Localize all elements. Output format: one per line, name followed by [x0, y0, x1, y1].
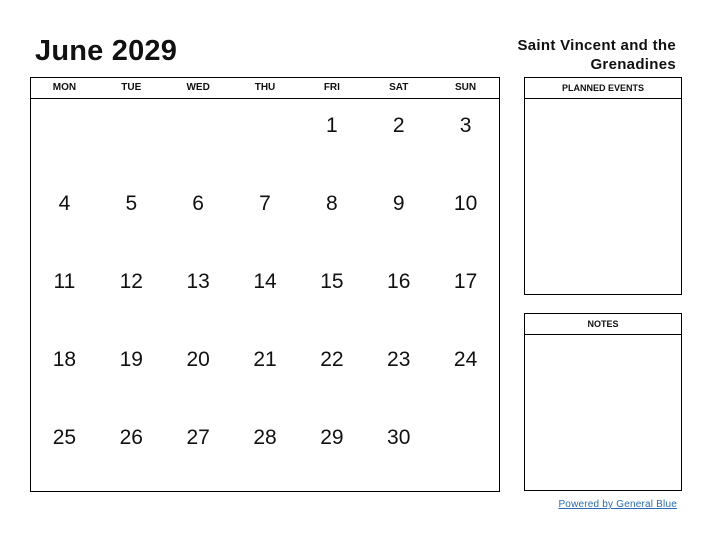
day-cell — [232, 99, 299, 177]
powered-by-link[interactable]: Powered by General Blue — [558, 499, 677, 510]
weekday-tue: TUE — [121, 82, 142, 93]
day-cell: 29 — [320, 426, 344, 449]
planned-events-panel — [524, 77, 682, 295]
day-cell: 17 — [453, 270, 478, 293]
day-cell: 25 — [52, 426, 77, 449]
day-cell: 1 — [326, 114, 338, 137]
day-cell — [98, 99, 165, 177]
day-cell: 5 — [125, 192, 138, 215]
planned-events-header: PLANNED EVENTS — [525, 78, 681, 99]
day-cell: 11 — [53, 270, 76, 293]
day-cell: 23 — [387, 348, 411, 371]
day-cell: 20 — [186, 348, 210, 371]
day-cell — [165, 99, 232, 177]
day-cell: 14 — [253, 270, 277, 293]
calendar-weeks — [31, 99, 499, 489]
day-cell: 18 — [52, 348, 77, 371]
day-cell: 24 — [453, 348, 478, 371]
calendar-grid — [30, 77, 500, 492]
day-cell: 19 — [119, 348, 143, 371]
weekday-fri: FRI — [323, 82, 340, 93]
day-cell: 22 — [320, 348, 344, 371]
day-cell: 3 — [459, 114, 472, 137]
weekday-wed: WED — [186, 82, 210, 93]
day-cell: 7 — [259, 192, 271, 215]
weekday-header-row — [31, 78, 499, 99]
day-cell: 26 — [119, 426, 143, 449]
day-cell: 2 — [392, 114, 405, 137]
page-title: June 2029 — [35, 35, 178, 67]
week-row — [31, 99, 499, 177]
week-row — [31, 255, 499, 333]
day-cell: 28 — [253, 426, 277, 449]
weekday-thu: THU — [254, 82, 276, 93]
weekday-sat: SAT — [389, 82, 409, 93]
day-cell: 27 — [186, 426, 210, 449]
day-cell — [432, 411, 499, 489]
country-name: Saint Vincent and the Grenadines — [517, 37, 676, 73]
day-cell: 10 — [453, 192, 478, 215]
week-row — [31, 411, 499, 489]
day-cell: 16 — [387, 270, 411, 293]
day-cell: 6 — [192, 192, 204, 215]
day-cell: 9 — [392, 192, 405, 215]
day-cell: 8 — [326, 192, 338, 215]
weekday-sun: SUN — [455, 82, 477, 93]
day-cell: 4 — [58, 192, 71, 215]
day-cell: 15 — [320, 270, 344, 293]
day-cell: 21 — [253, 348, 277, 371]
day-cell: 13 — [186, 270, 210, 293]
week-row — [31, 177, 499, 255]
notes-panel — [524, 313, 682, 491]
notes-header: NOTES — [525, 314, 681, 335]
day-cell — [31, 99, 98, 177]
day-cell: 30 — [387, 426, 411, 449]
weekday-mon: MON — [52, 82, 77, 93]
week-row — [31, 333, 499, 411]
day-cell: 12 — [119, 270, 143, 293]
